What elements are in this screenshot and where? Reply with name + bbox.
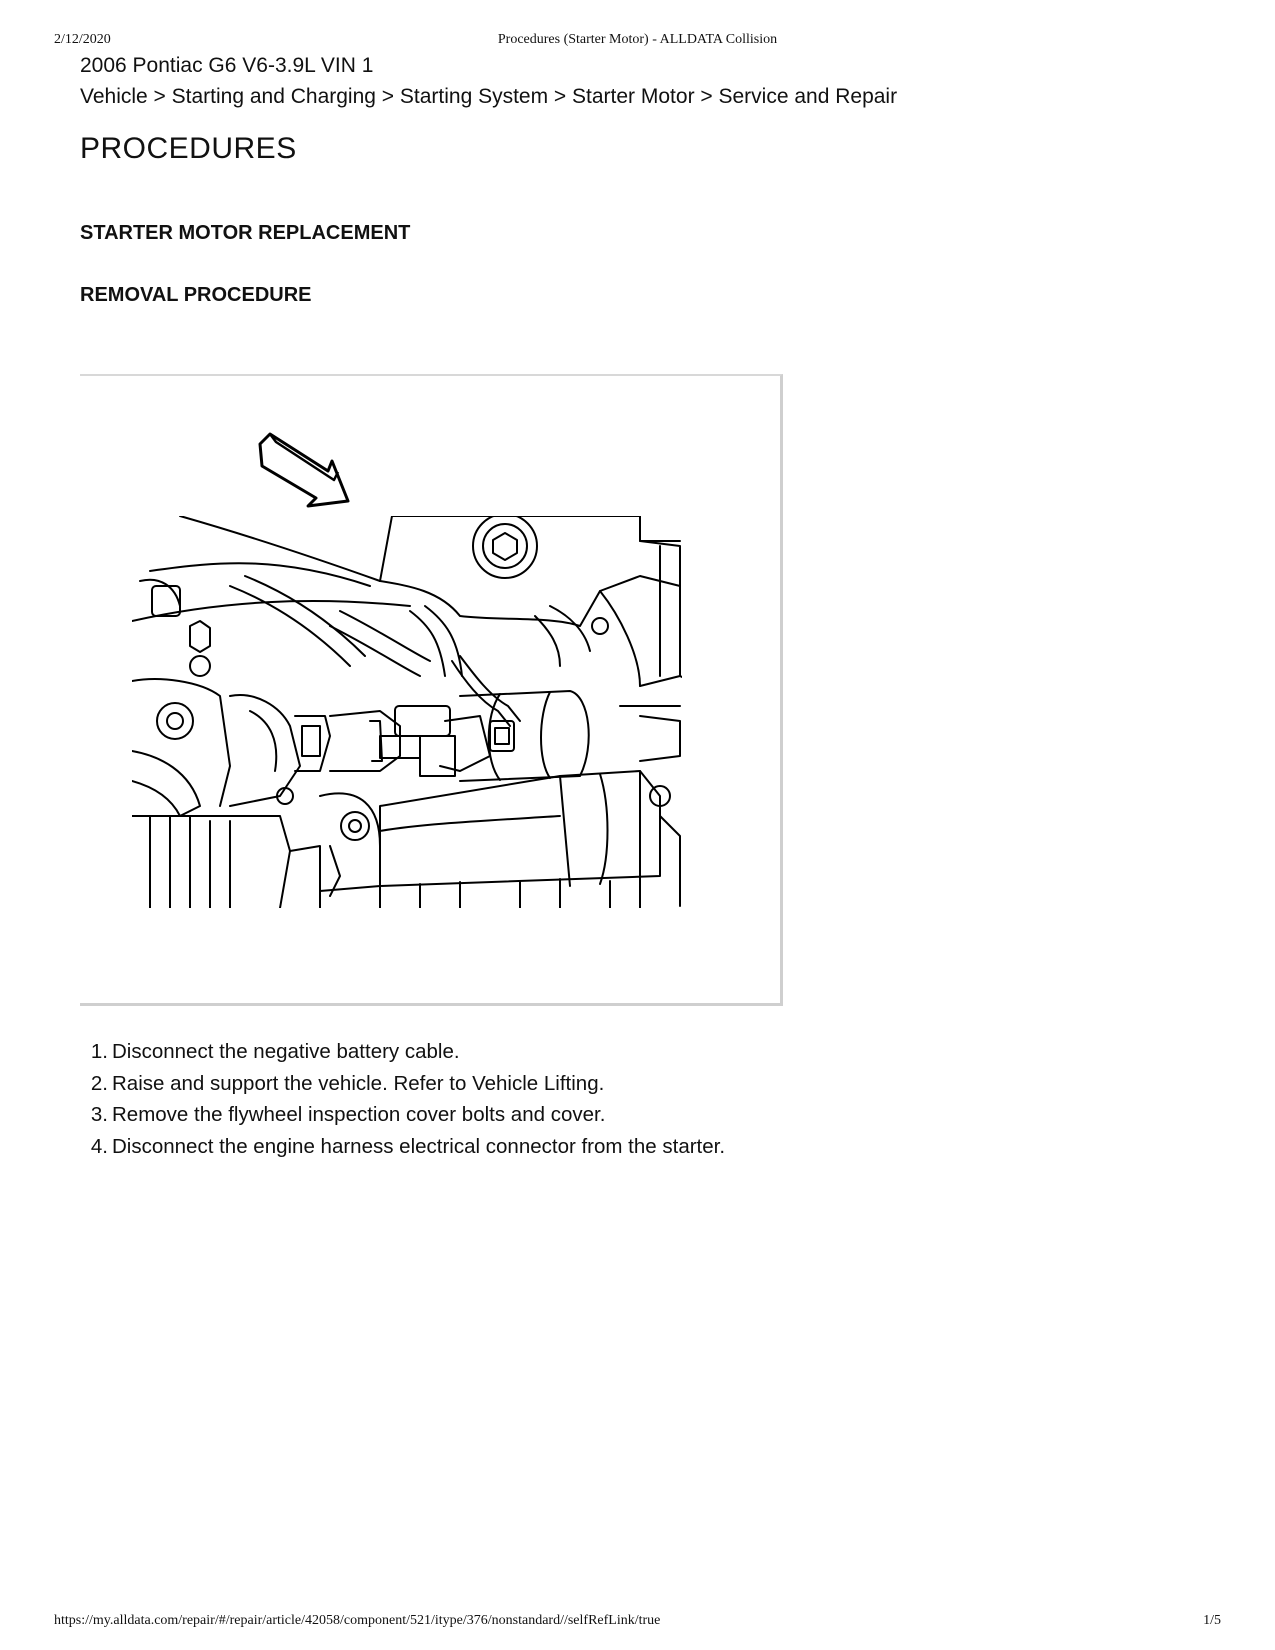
engine-line-drawing bbox=[80, 376, 780, 1004]
subsection-title: REMOVAL PROCEDURE bbox=[80, 284, 312, 306]
list-item: 1. Disconnect the negative battery cable. bbox=[90, 1040, 460, 1063]
breadcrumb[interactable]: Vehicle > Starting and Charging > Starting System > Starter Motor > Service and Repair bbox=[80, 85, 898, 108]
section-title: STARTER MOTOR REPLACEMENT bbox=[80, 222, 411, 244]
vehicle-name: 2006 Pontiac G6 V6-3.9L VIN 1 bbox=[80, 54, 374, 77]
front-direction-arrow-icon bbox=[260, 434, 348, 506]
page-title: PROCEDURES bbox=[80, 132, 297, 165]
print-url: https://my.alldata.com/repair/#/repair/article/42058/component/521/itype/376/nonstandard//selfRefLink/true bbox=[54, 1613, 661, 1628]
list-item: 3. Remove the flywheel inspection cover bolts and cover. bbox=[90, 1103, 606, 1126]
print-title: Procedures (Starter Motor) - ALLDATA Collision bbox=[497, 32, 778, 47]
list-item: 4. Disconnect the engine harness electrical connector from the starter. bbox=[90, 1134, 726, 1158]
removal-steps-list bbox=[80, 1036, 725, 1162]
print-footer bbox=[54, 1613, 1221, 1633]
starter-motor-illustration[interactable] bbox=[80, 374, 783, 1006]
print-date: 2/12/2020 bbox=[54, 32, 111, 47]
list-item: 2. Raise and support the vehicle. Refer to Vehicle Lifting. bbox=[90, 1071, 605, 1095]
print-header bbox=[54, 32, 1221, 52]
page-number: 1/5 bbox=[1203, 1613, 1221, 1628]
